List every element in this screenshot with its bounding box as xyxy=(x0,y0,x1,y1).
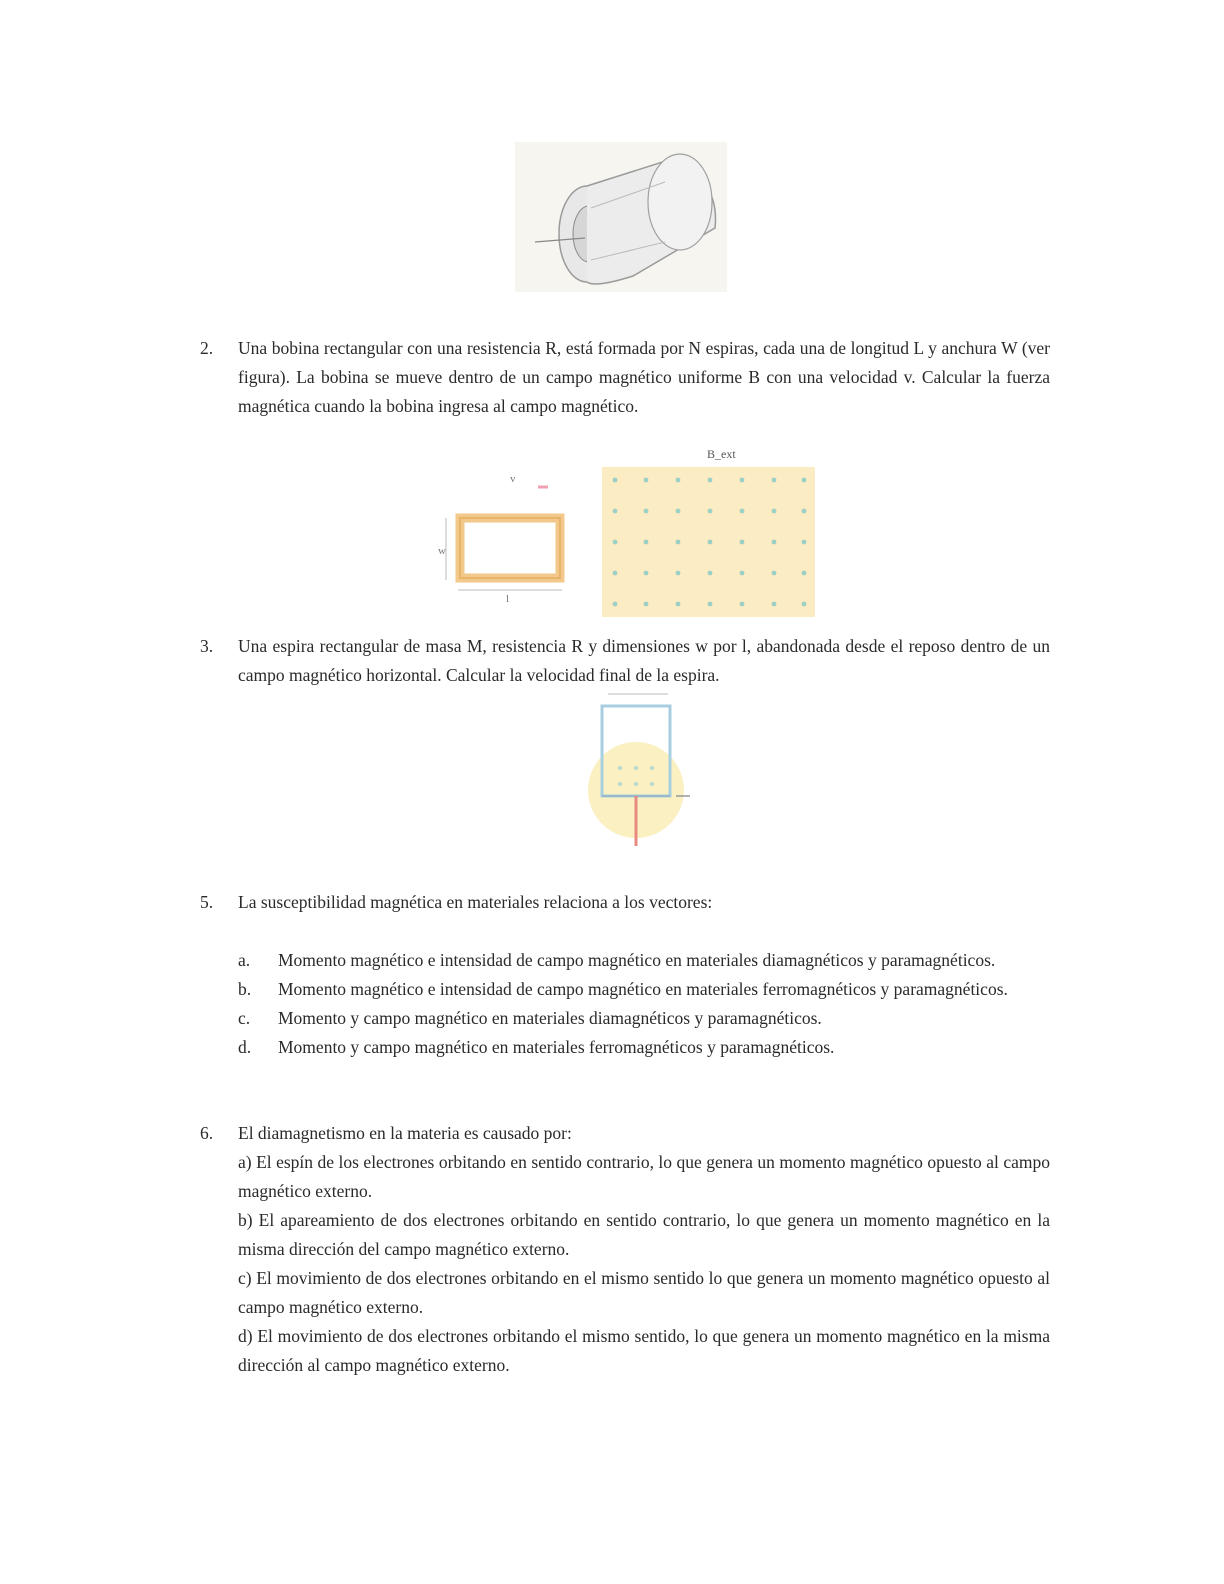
option-c xyxy=(238,1004,1050,1033)
question-5-options xyxy=(238,946,1050,1062)
option-text: Momento y campo magnético en materiales ferromagnéticos y paramagnéticos. xyxy=(278,1037,835,1057)
width-label: w xyxy=(438,545,446,557)
option-letter: c. xyxy=(238,1008,251,1028)
option-letter: b. xyxy=(238,979,252,999)
answer-d: d) El movimiento de dos electrones orbitando el mismo sentido, lo que genera un momento magnético en la misma dirección al campo magnético externo. xyxy=(238,1326,1050,1375)
coil-field-figure xyxy=(430,440,830,620)
length-label: l xyxy=(506,593,510,605)
question-3 xyxy=(200,632,1050,690)
question-number: 6. xyxy=(200,1123,214,1143)
answer-b: b) El apareamiento de dos electrones orbitando en sentido contrario, lo que genera un momento magnético en la misma dirección del campo magnético externo. xyxy=(238,1210,1050,1259)
option-a xyxy=(238,946,1050,975)
option-b xyxy=(238,975,1050,1004)
field-label: B_ext xyxy=(707,447,736,461)
question-5 xyxy=(200,888,1050,917)
option-letter: a. xyxy=(238,950,251,970)
option-d xyxy=(238,1033,1050,1062)
question-text: Una bobina rectangular con una resistencia R, está formada por N espiras, cada una de longitud L y anchura W (ver figura). La bobina se mueve dentro de un campo magnético uniforme B con una velocidad v. Calcular la fuerza magnética cuando la bobina ingresa al campo magnético. xyxy=(238,338,1050,416)
option-text: Momento y campo magnético en materiales diamagnéticos y paramagnéticos. xyxy=(278,1008,822,1028)
option-text: Momento magnético e intensidad de campo magnético en materiales ferromagnéticos y paramagnéticos. xyxy=(278,979,1008,999)
question-text: Una espira rectangular de masa M, resistencia R y dimensiones w por l, abandonada desde el reposo dentro de un campo magnético horizontal. Calcular la velocidad final de la espira. xyxy=(238,636,1050,685)
question-number: 3. xyxy=(200,636,214,656)
velocity-label: v xyxy=(510,473,516,485)
question-number: 2. xyxy=(200,338,214,358)
option-letter: d. xyxy=(238,1037,252,1057)
answer-c: c) El movimiento de dos electrones orbitando en el mismo sentido lo que genera un momento magnético opuesto al campo magnético externo. xyxy=(238,1268,1050,1317)
answer-a: a) El espín de los electrones orbitando en sentido contrario, lo que genera un momento magnético opuesto al campo magnético externo. xyxy=(238,1152,1050,1201)
question-6 xyxy=(200,1119,1050,1380)
solenoid-figure xyxy=(515,142,727,292)
question-text: La susceptibilidad magnética en materiales relaciona a los vectores: xyxy=(238,892,713,912)
question-text: El diamagnetismo en la materia es causado por: xyxy=(238,1123,572,1143)
option-text: Momento magnético e intensidad de campo magnético en materiales diamagnéticos y paramagnéticos. xyxy=(278,950,996,970)
falling-loop-figure xyxy=(580,688,700,853)
question-number: 5. xyxy=(200,892,214,912)
question-2 xyxy=(200,334,1050,421)
